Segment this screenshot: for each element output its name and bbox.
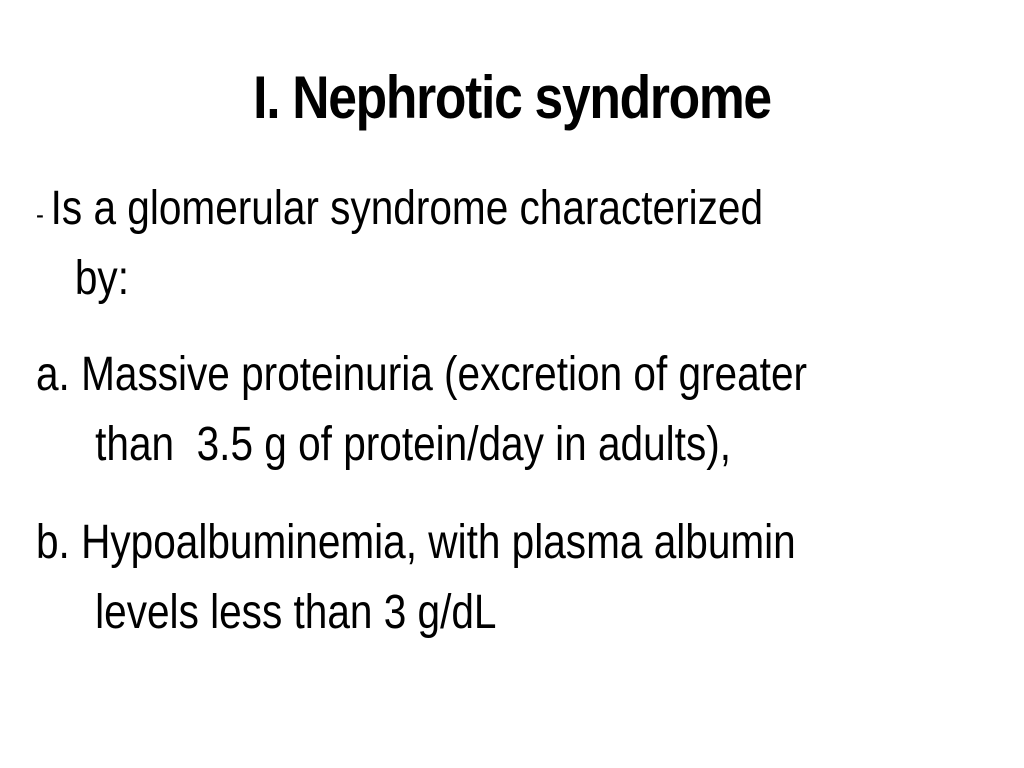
intro-text-1: Is a glomerular syndrome characterized <box>50 182 764 235</box>
item-b-text-2: levels less than 3 g/dL <box>95 586 497 639</box>
item-a-marker: a. <box>36 348 70 401</box>
slide-title: I. Nephrotic syndrome <box>253 64 771 131</box>
intro-paragraph <box>36 174 966 314</box>
item-a-text-2: than 3.5 g of protein/day in adults), <box>95 418 731 471</box>
list-item-a <box>36 340 966 480</box>
list-item-b <box>36 508 966 648</box>
dash-marker: - <box>36 199 44 230</box>
intro-text-2: by: <box>74 252 129 305</box>
item-b-text-1: Hypoalbuminemia, with plasma albumin <box>81 516 796 569</box>
item-a-line-1 <box>36 340 966 410</box>
item-b-line-1 <box>36 508 966 578</box>
item-b-marker: b. <box>36 516 70 569</box>
item-a-text-1: Massive proteinuria (excretion of greater <box>81 348 808 401</box>
intro-line-1 <box>36 174 966 244</box>
